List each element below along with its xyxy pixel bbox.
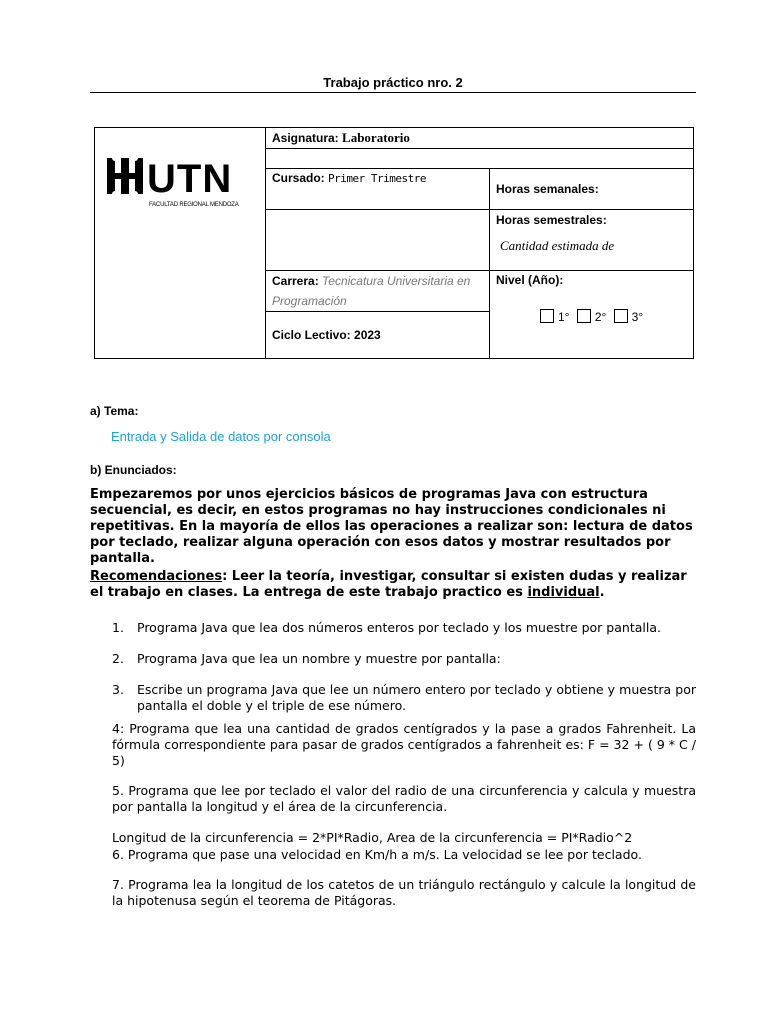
exercise-1 [112,620,696,636]
ciclo-label: Ciclo Lectivo: 2023 [272,328,381,342]
cursado-cell [266,169,490,210]
exercise-7: 7. Programa lea la longitud de los catetos de un triángulo rectángulo y calcule la longitud de la hipotenusa según el teorema de Pitágoras. [112,877,696,908]
recomendaciones-paragraph [90,569,696,601]
cursado-label: Cursado: [272,171,325,185]
nivel-1-checkbox[interactable] [540,309,554,323]
section-b-label: b) Enunciados: [90,463,177,477]
nivel-3-label: 3° [631,310,644,324]
nivel-1-label: 1° [558,310,570,324]
exercise-1-text: Programa Java que lea dos números enteros por teclado y los muestre por pantalla. [137,620,661,635]
exercise-4: 4: Programa que lea una cantidad de grados centígrados y la pase a grados Fahrenheit. La fórmula correspondiente para pasar de grados centígrados a fahrenheit es: F = 32 + ( 9 * C / 5) [112,721,696,768]
exercise-5: 5. Programa que lee por teclado el valor del radio de una circunferencia y calcula y muestra por pantalla la longitud y el área de la circunferencia. [112,783,696,814]
cursado-value: Primer Trimestre [328,172,426,185]
asignatura-value: Laboratorio [342,130,410,145]
asignatura-label: Asignatura: [272,131,339,145]
course-info-table [94,127,694,359]
exercise-2-number: 2. [112,651,124,666]
exercise-1-number: 1. [112,620,124,635]
horas-semestrales-label: Horas semestrales: [496,213,607,227]
horas-semestrales-cell [490,210,694,271]
exercise-2-text: Programa Java que lea un nombre y muestre por pantalla: [137,651,501,666]
horas-semanales-cell [490,169,694,210]
exercise-2 [112,651,696,667]
exercise-6: 6. Programa que pase una velocidad en Km/h a m/s. La velocidad se lee por teclado. [112,847,642,862]
exercise-3 [112,682,696,714]
recomendaciones-text: : Leer la teoría, investigar, consultar si existen dudas y realizar el trabajo en clases. La entrega de este trabajo practico es [90,569,687,600]
utn-logo [107,154,257,208]
carrera-label: Carrera: [272,274,319,288]
nivel-2-label: 2° [594,310,607,324]
carrera-value: Tecnicatura Universitaria en Programación [272,274,471,308]
circunferencia-formulas: Longitud de la circunferencia = 2*PI*Radio, Area de la circunferencia = PI*Radio^2 [112,830,633,845]
horas-semestrales-value: Cantidad estimada de [500,238,615,253]
recomendaciones-end: . [599,585,605,600]
section-b-intro: Empezaremos por unos ejercicios básicos de programas Java con estructura secuencial, es decir, en estos programas no hay instrucciones condicionales ni repetitivas. En la mayoría de ellos las operaciones a realizar son: lectura de datos por teclado, realizar alguna operación con esos datos y mostrar resultados por pantalla. [90,487,693,566]
title-divider [90,92,696,93]
nivel-2-checkbox[interactable] [577,309,591,323]
nivel-3-checkbox[interactable] [614,309,628,323]
carrera-cell [266,271,490,312]
nivel-label: Nivel (Año): [496,273,564,287]
horas-semanales-label: Horas semanales: [496,182,599,196]
nivel-options [536,309,687,324]
logo-text: UTN [147,157,233,201]
utn-emblem-icon [107,154,257,202]
ciclo-cell [266,312,490,359]
nivel-cell [490,271,694,359]
section-a-topic: Entrada y Salida de datos por consola [111,429,331,444]
empty-row-cell [266,149,694,169]
empty-cursado-cell [266,210,490,271]
logo-cell [95,128,266,359]
recomendaciones-label: Recomendaciones [90,569,223,584]
logo-subtitle: FACULTAD REGIONAL MENDOZA [149,202,239,208]
exercise-3-number: 3. [112,682,124,697]
recomendaciones-individual: individual [527,585,600,600]
document-title: Trabajo práctico nro. 2 [323,75,463,90]
exercise-3-text: Escribe un programa Java que lee un número entero por teclado y obtiene y muestra por pantalla el doble y el triple de ese número. [137,682,696,713]
asignatura-cell [266,128,694,149]
section-a-label: a) Tema: [90,404,139,418]
